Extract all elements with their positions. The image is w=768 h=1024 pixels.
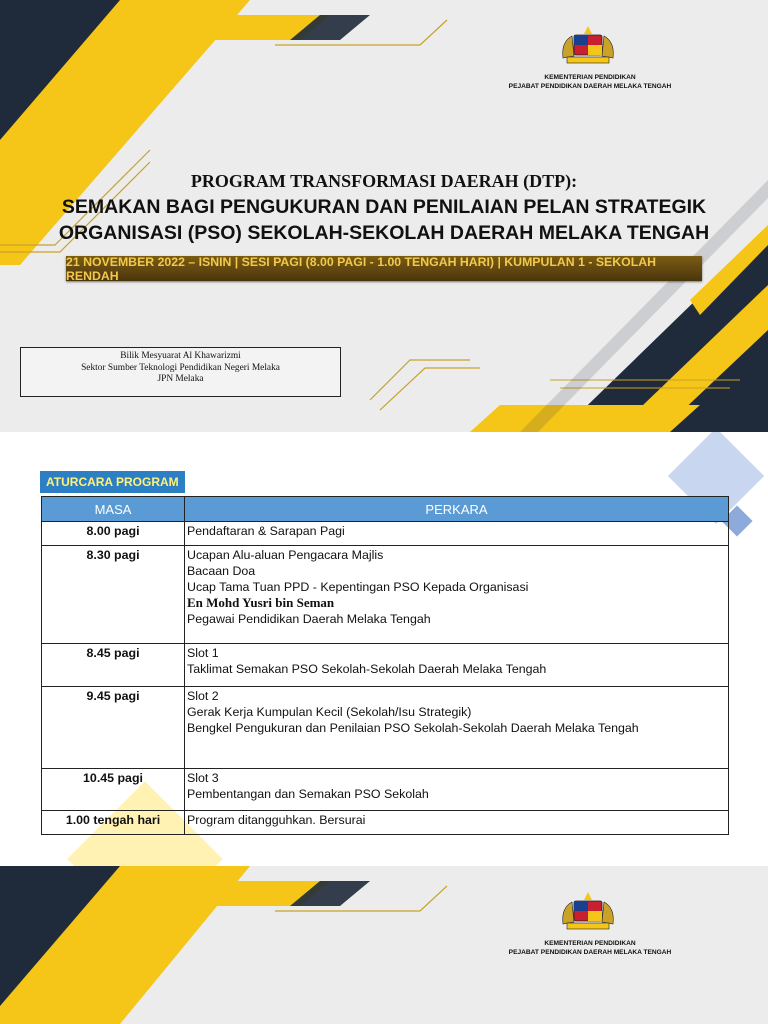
row-line: Ucapan Alu-aluan Pengacara Majlis	[187, 548, 384, 562]
table-row	[42, 769, 729, 811]
speaker-name: En Mohd Yusri bin Seman	[187, 595, 335, 610]
row-time: 8.30 pagi	[42, 546, 185, 644]
row-time: 8.45 pagi	[42, 644, 185, 687]
agenda-slide	[0, 432, 768, 866]
row-line: Bacaan Doa	[187, 564, 256, 578]
row-line: Program ditangguhkan. Bersurai	[187, 813, 366, 827]
ministry-label	[480, 940, 700, 957]
row-description	[185, 769, 729, 811]
venue-line-2: Sektor Sumber Teknologi Pendidikan Negeri Melaka	[81, 362, 280, 373]
row-line: Slot 3	[187, 771, 219, 785]
cover-slide	[0, 0, 768, 432]
column-header-item: PERKARA	[185, 497, 729, 522]
row-line: Taklimat Semakan PSO Sekolah-Sekolah Daerah Melaka Tengah	[187, 662, 547, 676]
table-row	[42, 687, 729, 769]
venue-line-3: JPN Melaka	[157, 374, 204, 384]
row-description	[185, 522, 729, 546]
row-time: 8.00 pagi	[42, 522, 185, 546]
row-line: Slot 2	[187, 689, 219, 703]
table-row	[42, 644, 729, 687]
ministry-line-1: KEMENTERIAN PENDIDIKAN	[544, 74, 636, 81]
malaysia-crest-icon	[557, 890, 619, 934]
ministry-line-2: PEJABAT PENDIDIKAN DAERAH MELAKA TENGAH	[508, 82, 672, 90]
row-time: 9.45 pagi	[42, 687, 185, 769]
row-time: 10.45 pagi	[42, 769, 185, 811]
row-line: Slot 1	[187, 646, 219, 660]
table-row	[42, 546, 729, 644]
row-description	[185, 687, 729, 769]
venue-line-1: Bilik Mesyuarat Al Khawarizmi	[120, 351, 241, 361]
row-description	[185, 546, 729, 644]
row-time: 1.00 tengah hari	[42, 811, 185, 835]
table-row	[42, 811, 729, 835]
row-line: Pembentangan dan Semakan PSO Sekolah	[187, 787, 429, 801]
malaysia-crest-icon	[557, 24, 619, 68]
row-line: Bengkel Pengukuran dan Penilaian PSO Sekolah-Sekolah Daerah Melaka Tengah	[187, 721, 639, 735]
ministry-line-1: KEMENTERIAN PENDIDIKAN	[544, 940, 636, 947]
venue-box	[20, 347, 341, 397]
program-title: PROGRAM TRANSFORMASI DAERAH (DTP):	[190, 171, 578, 191]
row-line: Ucap Tama Tuan PPD - Kepentingan PSO Kepada Organisasi	[187, 580, 529, 594]
program-subtitle-line-2: ORGANISASI (PSO) SEKOLAH-SEKOLAH DAERAH MELAKA TENGAH	[58, 222, 710, 244]
row-line: Pendaftaran & Sarapan Pagi	[187, 524, 345, 538]
agenda-table	[41, 496, 729, 835]
ministry-label	[480, 74, 700, 91]
row-description	[185, 811, 729, 835]
column-header-time: MASA	[42, 497, 185, 522]
agenda-tag: ATURCARA PROGRAM	[40, 471, 185, 493]
table-header-row	[42, 497, 729, 522]
next-slide-preview	[0, 866, 768, 1024]
row-line: Pegawai Pendidikan Daerah Melaka Tengah	[187, 612, 431, 626]
date-banner: 21 NOVEMBER 2022 – ISNIN | SESI PAGI (8.00 PAGI - 1.00 TENGAH HARI) | KUMPULAN 1 - SEKOLAH RENDAH	[66, 256, 702, 281]
table-row	[42, 522, 729, 546]
ministry-line-2: PEJABAT PENDIDIKAN DAERAH MELAKA TENGAH	[508, 948, 672, 956]
row-description	[185, 644, 729, 687]
program-subtitle-line-1: SEMAKAN BAGI PENGUKURAN DAN PENILAIAN PELAN STRATEGIK	[61, 196, 707, 218]
row-line: Gerak Kerja Kumpulan Kecil (Sekolah/Isu Strategik)	[187, 705, 472, 719]
